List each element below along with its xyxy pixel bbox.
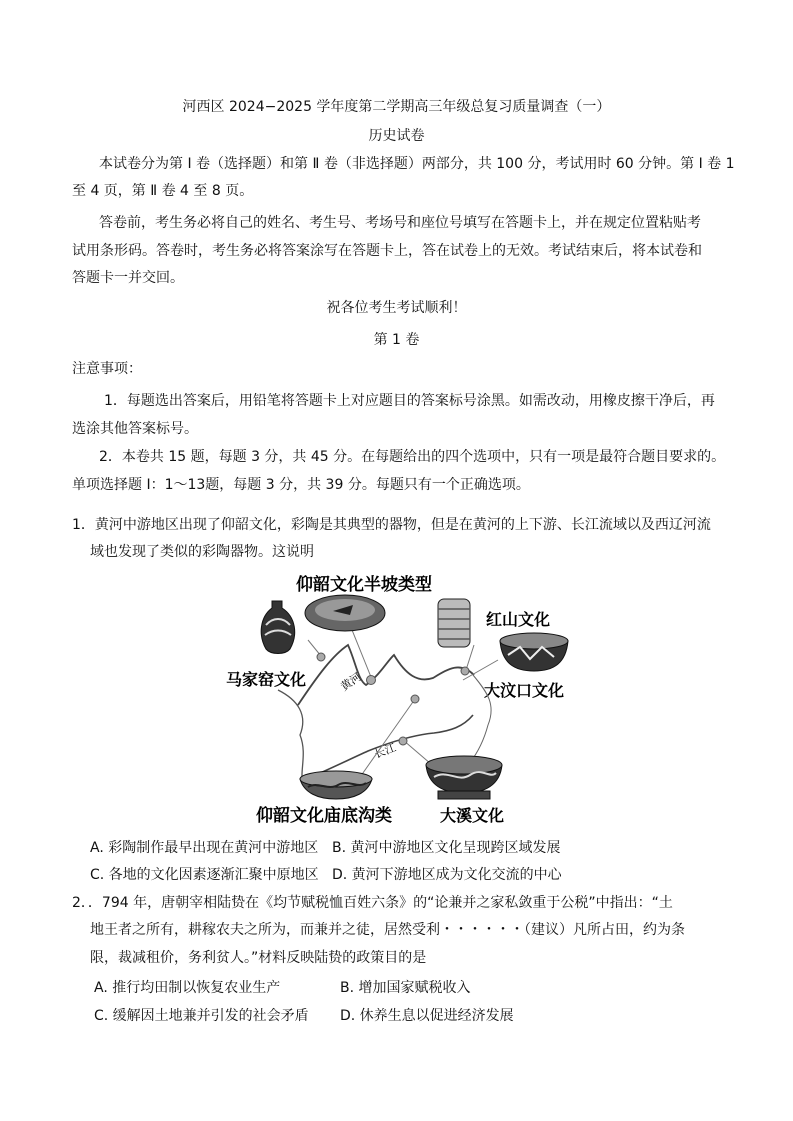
dawenkou-bowl-image [500, 633, 568, 671]
neolithic-cultures-map-figure [226, 565, 583, 827]
majiayao-vase-image [261, 601, 294, 654]
label-yangtze-river: 长江 [372, 741, 398, 761]
intro-paragraph-2-line-1: 答卷前，考生务必将自己的姓名、考生号、考场号和座位号填写在答题卡上，并在规定位置粘贴考 [99, 215, 701, 231]
label-dawenkou: 大汶口文化 [484, 681, 565, 700]
miaodigou-bowl-image [300, 771, 372, 799]
question-1-option-a: A. 彩陶制作最早出现在黄河中游地区 [90, 840, 319, 856]
section-title: 第 1 卷 [373, 332, 420, 348]
label-yangshao-banpo: 仰韶文化半坡类型 [296, 575, 432, 595]
question-1-option-d: D. 黄河下游地区成为文化交流的中心 [332, 867, 562, 883]
question-2-option-c: C. 缓解因土地兼并引发的社会矛盾 [94, 1008, 309, 1024]
coastline-outline-west [278, 690, 304, 785]
site-marker-banpo [367, 676, 376, 685]
daxi-vessel-image [426, 756, 502, 799]
yellow-river-path [298, 645, 474, 705]
site-marker-daxi [399, 737, 407, 745]
label-hongshan: 红山文化 [486, 610, 551, 629]
question-2-option-b: B. 增加国家赋税收入 [340, 980, 471, 996]
exam-title: 河西区 2024−2025 学年度第二学期高三年级总复习质量调查（一） [182, 99, 611, 115]
hongshan-jar-image [438, 599, 470, 647]
question-2-stem-line-1: 2．．794 年，唐朝宰相陆贽在《均节赋税恤百姓六条》的“论兼并之家私敛重于公税”中指出：“土 [72, 895, 673, 911]
site-marker-majiayao [317, 653, 325, 661]
question-1-stem-line-2: 域也发现了类似的彩陶器物。这说明 [90, 544, 314, 560]
good-luck-wish: 祝各位考生考试顺利！ [326, 300, 467, 316]
connector-hongshan [466, 645, 474, 670]
question-1-option-c: C. 各地的文化因素逐渐汇聚中原地区 [90, 867, 319, 883]
label-majiayao: 马家窑文化 [226, 670, 307, 689]
intro-paragraph-2-line-3: 答题卡一并交回。 [72, 270, 184, 286]
intro-paragraph-2-line-2: 试用条形码。答卷时，考生务必将答案涂写在答题卡上，答在试卷上的无效。考试结束后，将本试卷和 [72, 243, 702, 259]
note-2-line-1: 2．本卷共 15 题，每题 3 分，共 45 分。在每题给出的四个选项中，只有一项是最符合题目要求的。 [99, 449, 726, 465]
intro-paragraph-1-line-1: 本试卷分为第 Ⅰ 卷（选择题）和第 Ⅱ 卷（非选择题）两部分，共 100 分，考试用时 60 分钟。第 Ⅰ 卷 1 [99, 156, 735, 172]
label-yellow-river: 黄河 [338, 670, 364, 694]
label-daxi: 大溪文化 [440, 806, 505, 825]
label-yangshao-miaodigou: 仰韶文化庙底沟类 [256, 806, 392, 826]
question-1-stem-line-1: 1．黄河中游地区出现了仰韶文化，彩陶是其典型的器物，但是在黄河的上下游、长江流域以及西辽河流 [72, 517, 711, 533]
note-2-line-2: 单项选择题 Ⅰ：1～13题，每题 3 分，共 39 分。每题只有一个正确选项。 [72, 477, 530, 493]
question-2-stem-line-3: 限，裁减租价，务利贫人。”材料反映陆贽的政策目的是 [90, 950, 427, 966]
note-1-line-1: 1．每题选出答案后，用铅笔将答题卡上对应题目的答案标号涂黑。如需改动，用橡皮擦干净后，再 [104, 393, 715, 409]
question-2-option-a: A. 推行均田制以恢复农业生产 [94, 980, 281, 996]
exam-subject: 历史试卷 [368, 128, 425, 144]
question-2-option-d: D. 休养生息以促进经济发展 [340, 1008, 514, 1024]
notes-label: 注意事项： [72, 361, 142, 377]
banpo-basin-image [305, 595, 385, 631]
question-1-option-b: B. 黄河中游地区文化呈现跨区域发展 [332, 840, 561, 856]
site-marker-hongshan [461, 667, 469, 675]
question-2-stem-line-2: 地王者之所有，耕稼农夫之所为，而兼并之徒，居然受利・・・・・・（建议）凡所占田，约为条 [90, 922, 685, 938]
site-marker-miaodigou [411, 695, 419, 703]
note-1-line-2: 选涂其他答案标号。 [72, 421, 198, 437]
intro-paragraph-1-line-2: 至 4 页，第 Ⅱ 卷 4 至 8 页。 [72, 183, 254, 199]
